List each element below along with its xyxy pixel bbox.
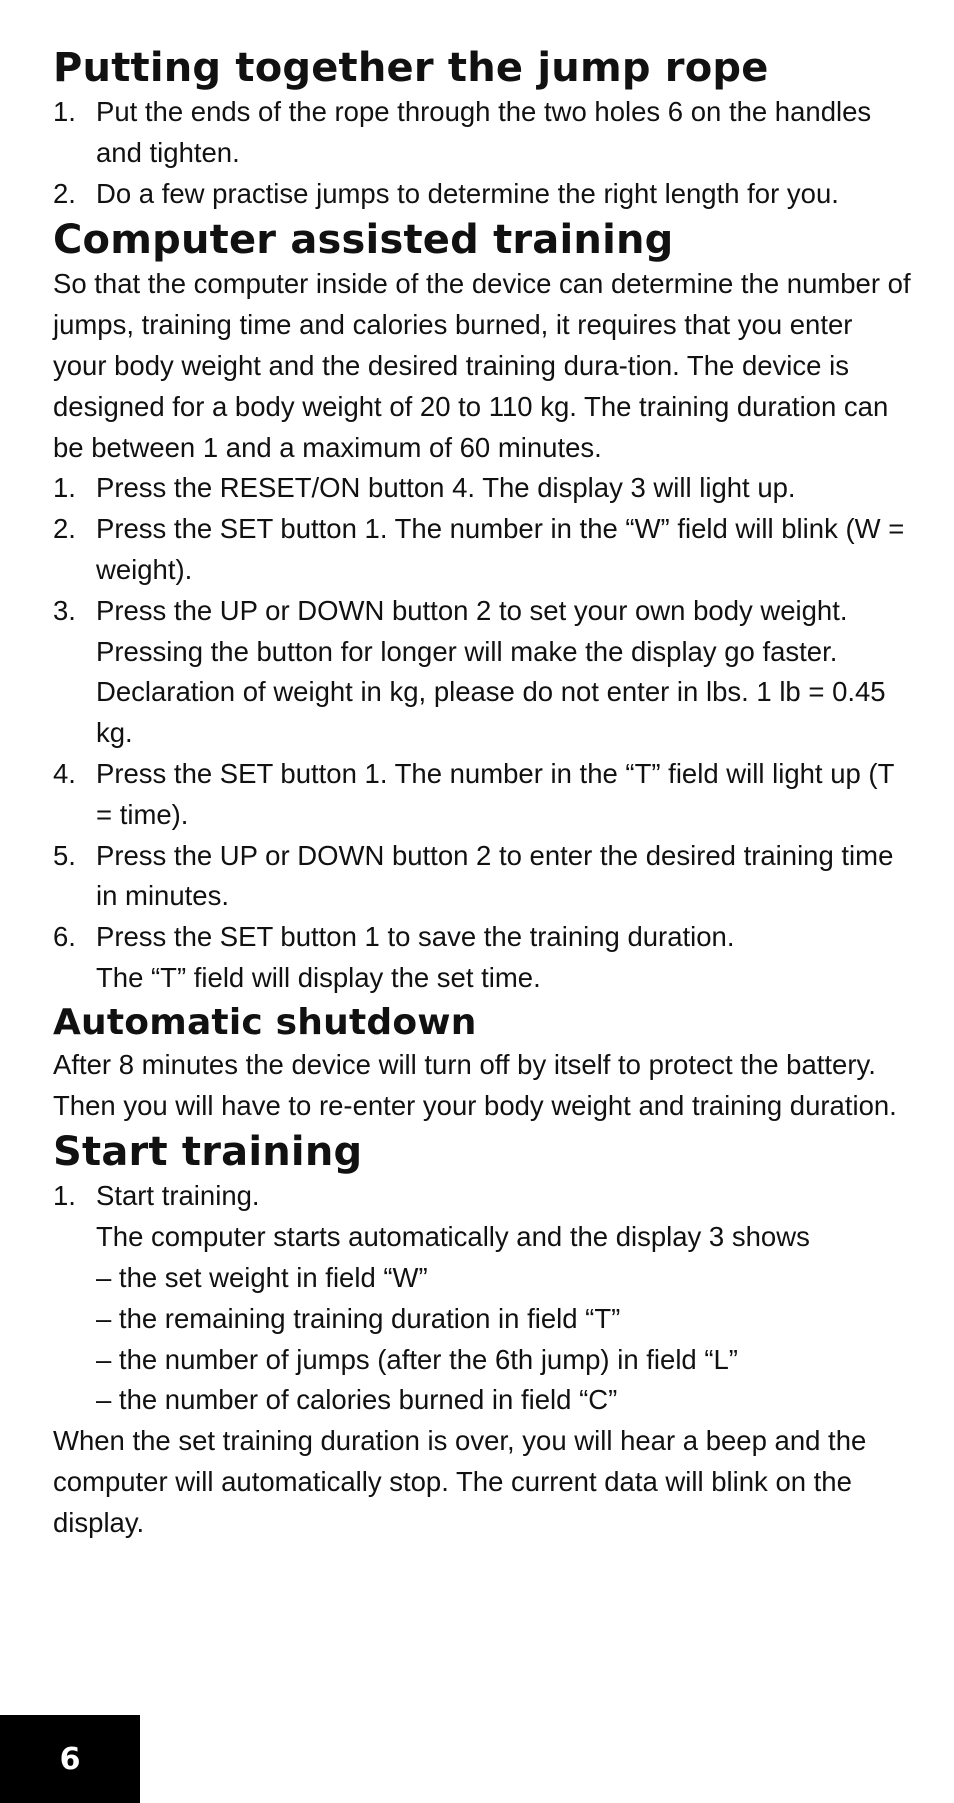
- start-steps: [53, 1176, 913, 1217]
- assembly-steps: [53, 92, 913, 214]
- list-item: [53, 1176, 913, 1217]
- heading-start-training: Start training: [53, 1129, 363, 1176]
- step-text: Press the SET button 1. The number in the “W” field will blink (W = weight).: [96, 513, 905, 585]
- step-text: Press the UP or DOWN button 2 to set your own body weight. Pressing the button for longer will make the display go faster. Declaration of weight in kg, please do not enter in lbs. 1 lb = 0.45 kg.: [96, 594, 886, 749]
- computer-steps: [53, 468, 913, 998]
- start-detail: The computer starts automatically and the display 3 shows: [96, 1221, 810, 1253]
- display-bullet: – the set weight in field “W”: [96, 1261, 428, 1293]
- heading-assembly: Putting together the jump rope: [53, 45, 769, 91]
- step-text: Press the SET button 1. The number in the “T” field will light up (T = time).: [96, 757, 894, 830]
- list-item: [53, 509, 913, 591]
- list-item: [53, 836, 913, 918]
- page-number-badge: [0, 1715, 140, 1803]
- step-number: 3.: [53, 594, 76, 626]
- step-text: Press the UP or DOWN button 2 to enter the desired training time in minutes.: [96, 839, 894, 912]
- step-text: Press the SET button 1 to save the training duration.: [96, 921, 735, 953]
- list-item: [53, 468, 913, 509]
- step-number: 6.: [53, 921, 76, 953]
- step-number: 2.: [53, 513, 76, 545]
- display-bullet: – the number of calories burned in field “C”: [96, 1384, 618, 1416]
- list-item: [53, 92, 913, 174]
- step-number: 1.: [53, 1180, 76, 1212]
- step-number: 1.: [53, 472, 76, 504]
- list-item: [53, 917, 913, 999]
- step-number: 2.: [53, 177, 76, 209]
- computer-intro: So that the computer inside of the device can determine the number of jumps, training time and calories burned, it requires that you enter your body weight and the desired training dura-tion. The device is designed for a body weight of 20 to 110 kg. The training duration can be between 1 and a maximum of 60 minutes.: [53, 268, 911, 463]
- step-number: 5.: [53, 839, 76, 871]
- step-extra-text: The “T” field will display the set time.: [96, 961, 541, 993]
- display-bullet: – the remaining training duration in field “T”: [96, 1302, 621, 1334]
- step-text: Put the ends of the rope through the two holes 6 on the handles and tighten.: [96, 96, 872, 168]
- list-item: [53, 754, 913, 836]
- heading-automatic-shutdown: Automatic shutdown: [53, 1001, 477, 1043]
- start-closing: When the set training duration is over, you will hear a beep and the computer will automatically stop. The current data will blink on the display.: [53, 1425, 867, 1538]
- step-number: 4.: [53, 757, 76, 789]
- display-bullet: – the number of jumps (after the 6th jump) in field “L”: [96, 1343, 738, 1375]
- step-text: Start training.: [96, 1180, 260, 1212]
- list-item: [53, 591, 913, 754]
- step-text: Do a few practise jumps to determine the right length for you.: [96, 177, 839, 209]
- shutdown-text: After 8 minutes the device will turn off by itself to protect the battery. Then you will have to re-enter your body weight and training duration.: [53, 1048, 897, 1121]
- step-text: Press the RESET/ON button 4. The display 3 will light up.: [96, 472, 796, 504]
- page-number: 6: [59, 1741, 81, 1777]
- manual-page: [53, 44, 913, 1544]
- step-number: 1.: [53, 96, 76, 127]
- heading-computer-training: Computer assisted training: [53, 217, 674, 264]
- list-item: [53, 174, 913, 215]
